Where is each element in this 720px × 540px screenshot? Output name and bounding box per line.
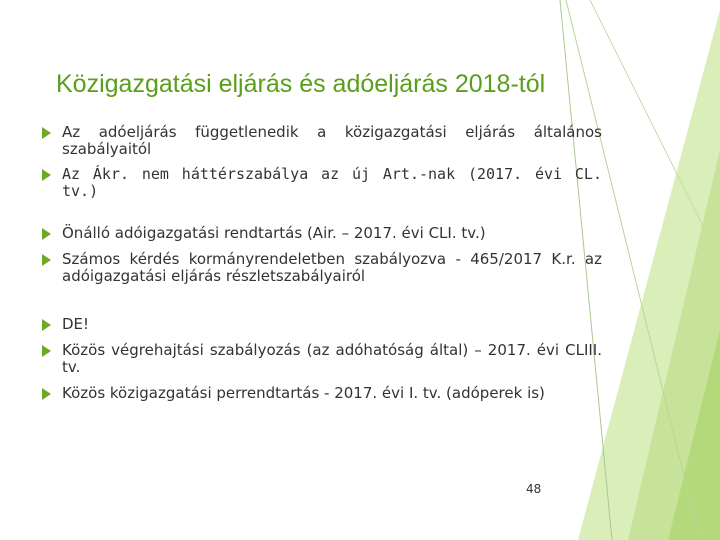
bullet-text: Az Ákr. nem háttérszabálya az új Art.-nak (2017. évi CL. tv.)	[62, 165, 602, 200]
bullet-item	[42, 166, 602, 200]
bullet-arrow-icon	[42, 127, 51, 139]
bullet-arrow-icon	[42, 254, 51, 266]
bullet-text: Számos kérdés kormányrendeletben szabályozva - 465/2017 K.r. az adóigazgatási eljárás részletszabályairól	[62, 250, 602, 285]
bullet-item	[42, 251, 602, 285]
bullet-text: DE!	[62, 315, 90, 333]
bullet-item	[42, 225, 602, 242]
bullet-arrow-icon	[42, 388, 51, 400]
bullet-item	[42, 385, 602, 402]
bullet-arrow-icon	[42, 228, 51, 240]
bullet-text: Az adóeljárás függetlenedik a közigazgatási eljárás általános szabályaitól	[62, 123, 602, 158]
bullet-text: Közös közigazgatási perrendtartás - 2017. évi I. tv. (adóperek is)	[62, 384, 545, 402]
bullet-arrow-icon	[42, 169, 51, 181]
bullet-item	[42, 124, 602, 158]
bullet-item	[42, 342, 602, 376]
bullet-arrow-icon	[42, 319, 51, 331]
bullet-text: Közös végrehajtási szabályozás (az adóhatóság által) – 2017. évi CLIII. tv.	[62, 341, 602, 376]
bullet-arrow-icon	[42, 345, 51, 357]
bullet-text: Önálló adóigazgatási rendtartás (Air. – 2017. évi CLI. tv.)	[62, 224, 486, 242]
bullet-item	[42, 316, 602, 333]
bullet-list	[42, 124, 602, 402]
page-number: 48	[526, 482, 542, 496]
slide-title: Közigazgatási eljárás és adóeljárás 2018-tól	[56, 70, 546, 98]
